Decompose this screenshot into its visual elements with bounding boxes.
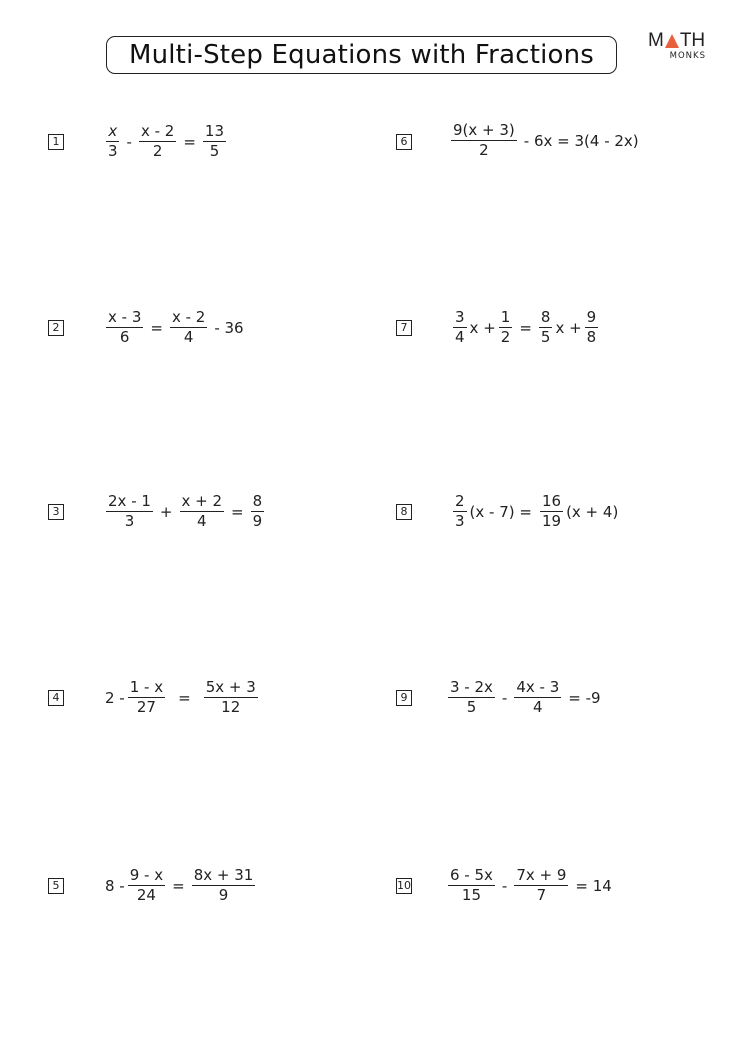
numerator: 9(x + 3) <box>453 121 515 139</box>
worksheet-title: Multi-Step Equations with Fractions <box>106 36 617 74</box>
fraction <box>106 124 120 159</box>
operator: - <box>501 688 508 707</box>
numerator: 8 <box>252 492 263 510</box>
triangle-a-icon <box>665 34 679 48</box>
numerator: 8 <box>540 308 551 326</box>
equals-sign: = <box>172 876 185 895</box>
numerator: x - 2 <box>171 308 206 326</box>
numerator: x - 2 <box>140 122 175 140</box>
equals-sign: = <box>178 688 191 707</box>
denominator: 15 <box>461 886 481 904</box>
denominator: 12 <box>221 698 241 716</box>
denominator: 3 <box>455 512 465 530</box>
leading-term: 2 - <box>105 688 125 707</box>
equation <box>450 494 618 529</box>
fraction <box>170 310 207 345</box>
term: (x - 7) = <box>469 502 532 521</box>
operator: - <box>126 132 132 151</box>
term: x + <box>555 318 582 337</box>
fraction <box>514 680 561 715</box>
problem-number-badge: 3 <box>48 504 64 520</box>
denominator: 24 <box>136 886 156 904</box>
fraction <box>585 310 599 345</box>
operator: - <box>501 876 508 895</box>
fraction <box>499 310 513 345</box>
numerator: 8x + 31 <box>193 866 254 884</box>
denominator: 5 <box>209 142 220 160</box>
denominator: 4 <box>533 698 543 716</box>
denominator: 3 <box>124 512 135 530</box>
denominator: 4 <box>196 512 207 530</box>
fraction <box>180 494 225 529</box>
problem-number-badge: 7 <box>396 320 412 336</box>
term: x + <box>469 318 496 337</box>
denominator: 9 <box>218 886 229 904</box>
fraction <box>128 868 165 903</box>
numerator: 2 <box>455 492 465 510</box>
denominator: 5 <box>466 698 477 716</box>
fraction <box>203 124 226 159</box>
numerator: 9 - x <box>129 866 164 884</box>
fraction <box>139 124 176 159</box>
equals-sign: = <box>231 502 244 521</box>
numerator: 13 <box>204 122 225 140</box>
equation <box>445 680 605 715</box>
numerator: 4x - 3 <box>516 678 560 696</box>
trailing-term: = -9 <box>568 688 601 707</box>
numerator: 2x - 1 <box>108 492 151 510</box>
fraction <box>204 680 258 715</box>
fraction <box>451 123 517 158</box>
fraction <box>106 310 143 345</box>
fraction <box>514 868 568 903</box>
trailing-term: - 6x = 3(4 - 2x) <box>523 131 639 150</box>
equation <box>448 123 643 158</box>
fraction <box>448 680 495 715</box>
operator: + <box>159 502 173 521</box>
denominator: 7 <box>536 886 547 904</box>
denominator: 3 <box>108 142 118 160</box>
denominator: 4 <box>455 328 465 346</box>
denominator: 6 <box>119 328 130 346</box>
numerator: 1 - x <box>129 678 164 696</box>
fraction <box>448 868 495 903</box>
problem-number-badge: 2 <box>48 320 64 336</box>
equation <box>103 124 229 159</box>
equation <box>445 868 616 903</box>
denominator: 2 <box>152 142 163 160</box>
equation <box>103 310 248 345</box>
logo-letters-th: TH <box>679 29 706 51</box>
trailing-term: - 36 <box>214 318 244 337</box>
numerator: 5x + 3 <box>205 678 256 696</box>
fraction <box>128 680 165 715</box>
problem-number-badge: 4 <box>48 690 64 706</box>
numerator: x + 2 <box>181 492 223 510</box>
numerator: x - 3 <box>108 308 142 326</box>
leading-term: 8 - <box>105 876 125 895</box>
problem-number-badge: 1 <box>48 134 64 150</box>
denominator: 2 <box>500 328 511 346</box>
equation <box>103 494 267 529</box>
equation <box>105 680 261 715</box>
equals-sign: = <box>519 318 532 337</box>
denominator: 19 <box>541 512 562 530</box>
math-monks-logo <box>648 31 710 63</box>
numerator: 9 <box>586 308 597 326</box>
numerator: 1 <box>500 308 511 326</box>
numerator: x <box>108 122 118 140</box>
numerator: 6 - 5x <box>450 866 493 884</box>
equals-sign: = <box>150 318 163 337</box>
fraction <box>540 494 563 529</box>
equation <box>105 868 258 903</box>
problem-number-badge: 8 <box>396 504 412 520</box>
equals-sign: = <box>183 132 196 151</box>
denominator: 9 <box>252 512 263 530</box>
fraction <box>453 494 467 529</box>
problem-number-badge: 9 <box>396 690 412 706</box>
fraction <box>453 310 467 345</box>
problem-number-badge: 6 <box>396 134 412 150</box>
denominator: 4 <box>183 328 194 346</box>
logo-letter-m: M <box>648 29 664 51</box>
fraction <box>192 868 256 903</box>
numerator: 3 - 2x <box>450 678 493 696</box>
trailing-term: = 14 <box>575 876 612 895</box>
logo-subtitle: MONKS <box>669 51 706 61</box>
denominator: 5 <box>540 328 551 346</box>
numerator: 7x + 9 <box>516 866 567 884</box>
term: (x + 4) <box>566 502 619 521</box>
denominator: 27 <box>136 698 156 716</box>
equation <box>450 310 601 345</box>
problem-number-badge: 5 <box>48 878 64 894</box>
denominator: 2 <box>479 141 489 159</box>
numerator: 3 <box>455 308 465 326</box>
denominator: 8 <box>586 328 597 346</box>
fraction <box>539 310 553 345</box>
problem-number-badge: 10 <box>397 879 411 892</box>
fraction <box>251 494 265 529</box>
fraction <box>106 494 153 529</box>
numerator: 16 <box>541 492 562 510</box>
